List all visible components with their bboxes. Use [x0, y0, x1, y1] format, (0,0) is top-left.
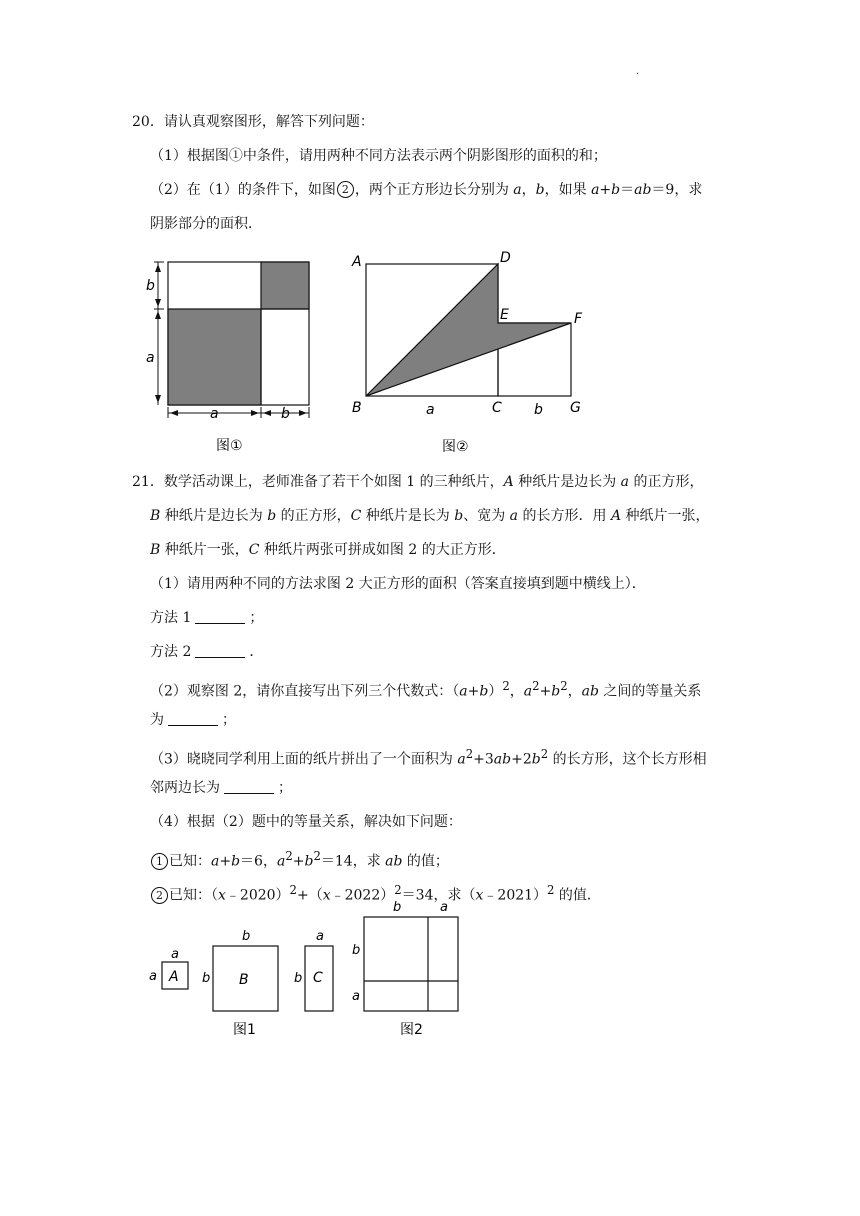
q21-sub2: 2 已知：（x﹣2020）$^2$+（x﹣2022）$^2$＝34，求（x﹣2021）$^2$ 的值．: [150, 880, 601, 906]
piece-b-left: b: [202, 971, 211, 986]
fig2-a-left: a: [352, 989, 360, 1004]
label-b-left: b: [146, 278, 155, 294]
q21-part1: （1）请用两种不同的方法求图 2 大正方形的面积（答案直接填到题中横线上）．: [150, 576, 646, 592]
piece-A-name: A: [169, 969, 179, 985]
q20-figure-2: [344, 246, 594, 460]
q21-line3: B 种纸片一张，C 种纸片两张可拼成如图 2 的大正方形．: [150, 542, 506, 558]
piece-a-top: a: [171, 947, 179, 962]
point-G: G: [570, 400, 581, 416]
figure-1-caption: 图①: [216, 438, 243, 454]
point-E: E: [500, 307, 509, 323]
label-a-left: a: [146, 350, 155, 366]
figure-2-caption: 图②: [442, 439, 469, 455]
q20-part1: （1）根据图①中条件，请用两种不同方法表示两个阴影图形的面积的和；: [150, 148, 607, 164]
answer-blank-3[interactable]: [168, 711, 218, 726]
fig1-caption: 图1: [233, 1022, 256, 1038]
circle-number: 1: [151, 853, 168, 870]
point-C: C: [492, 400, 502, 416]
answer-blank-4[interactable]: [224, 779, 274, 794]
fig2-a-top: a: [440, 900, 448, 915]
label-b: b: [534, 402, 543, 418]
shaded-square-small: [261, 262, 309, 309]
q21-figures: [140, 896, 480, 1046]
fig2-b-left: b: [352, 943, 361, 958]
header-dot: .: [636, 66, 640, 77]
piece-c-top: a: [316, 929, 324, 944]
q20-part2-end: 阴影部分的面积．: [150, 216, 262, 232]
answer-blank-2[interactable]: [195, 643, 245, 658]
piece-a-left: a: [149, 969, 157, 984]
q21-line1: 21．数学活动课上，老师准备了若干个如图 1 的三种纸片，A 种纸片是边长为 a 的正方形，: [132, 474, 704, 490]
fig2-b-top: b: [393, 900, 402, 915]
piece-c-left: b: [294, 971, 303, 986]
q21-method1: 方法 1 ；: [150, 610, 264, 626]
q21-part2-end: 为 ；: [150, 712, 236, 728]
point-A: A: [352, 254, 362, 270]
label-b-bottom: b: [281, 406, 290, 422]
point-B: B: [352, 400, 362, 416]
q21-part4: （4）根据（2）题中的等量关系，解决如下问题：: [150, 814, 462, 830]
circle-number: 2: [151, 887, 168, 904]
q20-figure-1: [144, 250, 324, 460]
answer-blank-1[interactable]: [195, 609, 245, 624]
q21-part2: （2）观察图 2，请你直接写出下列三个代数式：$(a+b)^2$，$a^2+b^2$，ab 之间的等量关系: [150, 679, 702, 700]
q21-method2: 方法 2 ．: [150, 644, 264, 660]
shaded-square-large: [168, 309, 261, 405]
q21-sub1: 1 已知：a+b＝6，$a^2+b^2=14$，求 ab 的值；: [150, 846, 449, 872]
piece-B-name: B: [239, 972, 249, 988]
point-F: F: [574, 311, 583, 327]
fig2-caption: 图2: [400, 1022, 423, 1038]
q20-stem: 20．请认真观察图形，解答下列问题：: [132, 114, 374, 130]
piece-C-name: C: [313, 970, 323, 986]
shaded-triangle: [366, 264, 571, 396]
q21-part3: （3）晓晓同学利用上面的纸片拼出了一个面积为 $a^2+3ab+2b^2$ 的长方形，这个长方形相: [150, 747, 707, 768]
point-D: D: [500, 250, 511, 266]
q20-part2: （2）在（1）的条件下，如图 2 ，两个正方形边长分别为 a，b，如果 a+b＝ab＝9，求: [150, 182, 703, 198]
piece-b-top: b: [242, 929, 251, 944]
q21-part3-end: 邻两边长为 ；: [150, 780, 292, 796]
q21-line2: B 种纸片是边长为 b 的正方形，C 种纸片是长为 b、宽为 a 的长方形．用 A 种纸片一张，: [150, 508, 710, 524]
label-a-bottom: a: [210, 406, 219, 422]
label-a: a: [426, 402, 435, 418]
circle-number: 2: [337, 181, 354, 198]
